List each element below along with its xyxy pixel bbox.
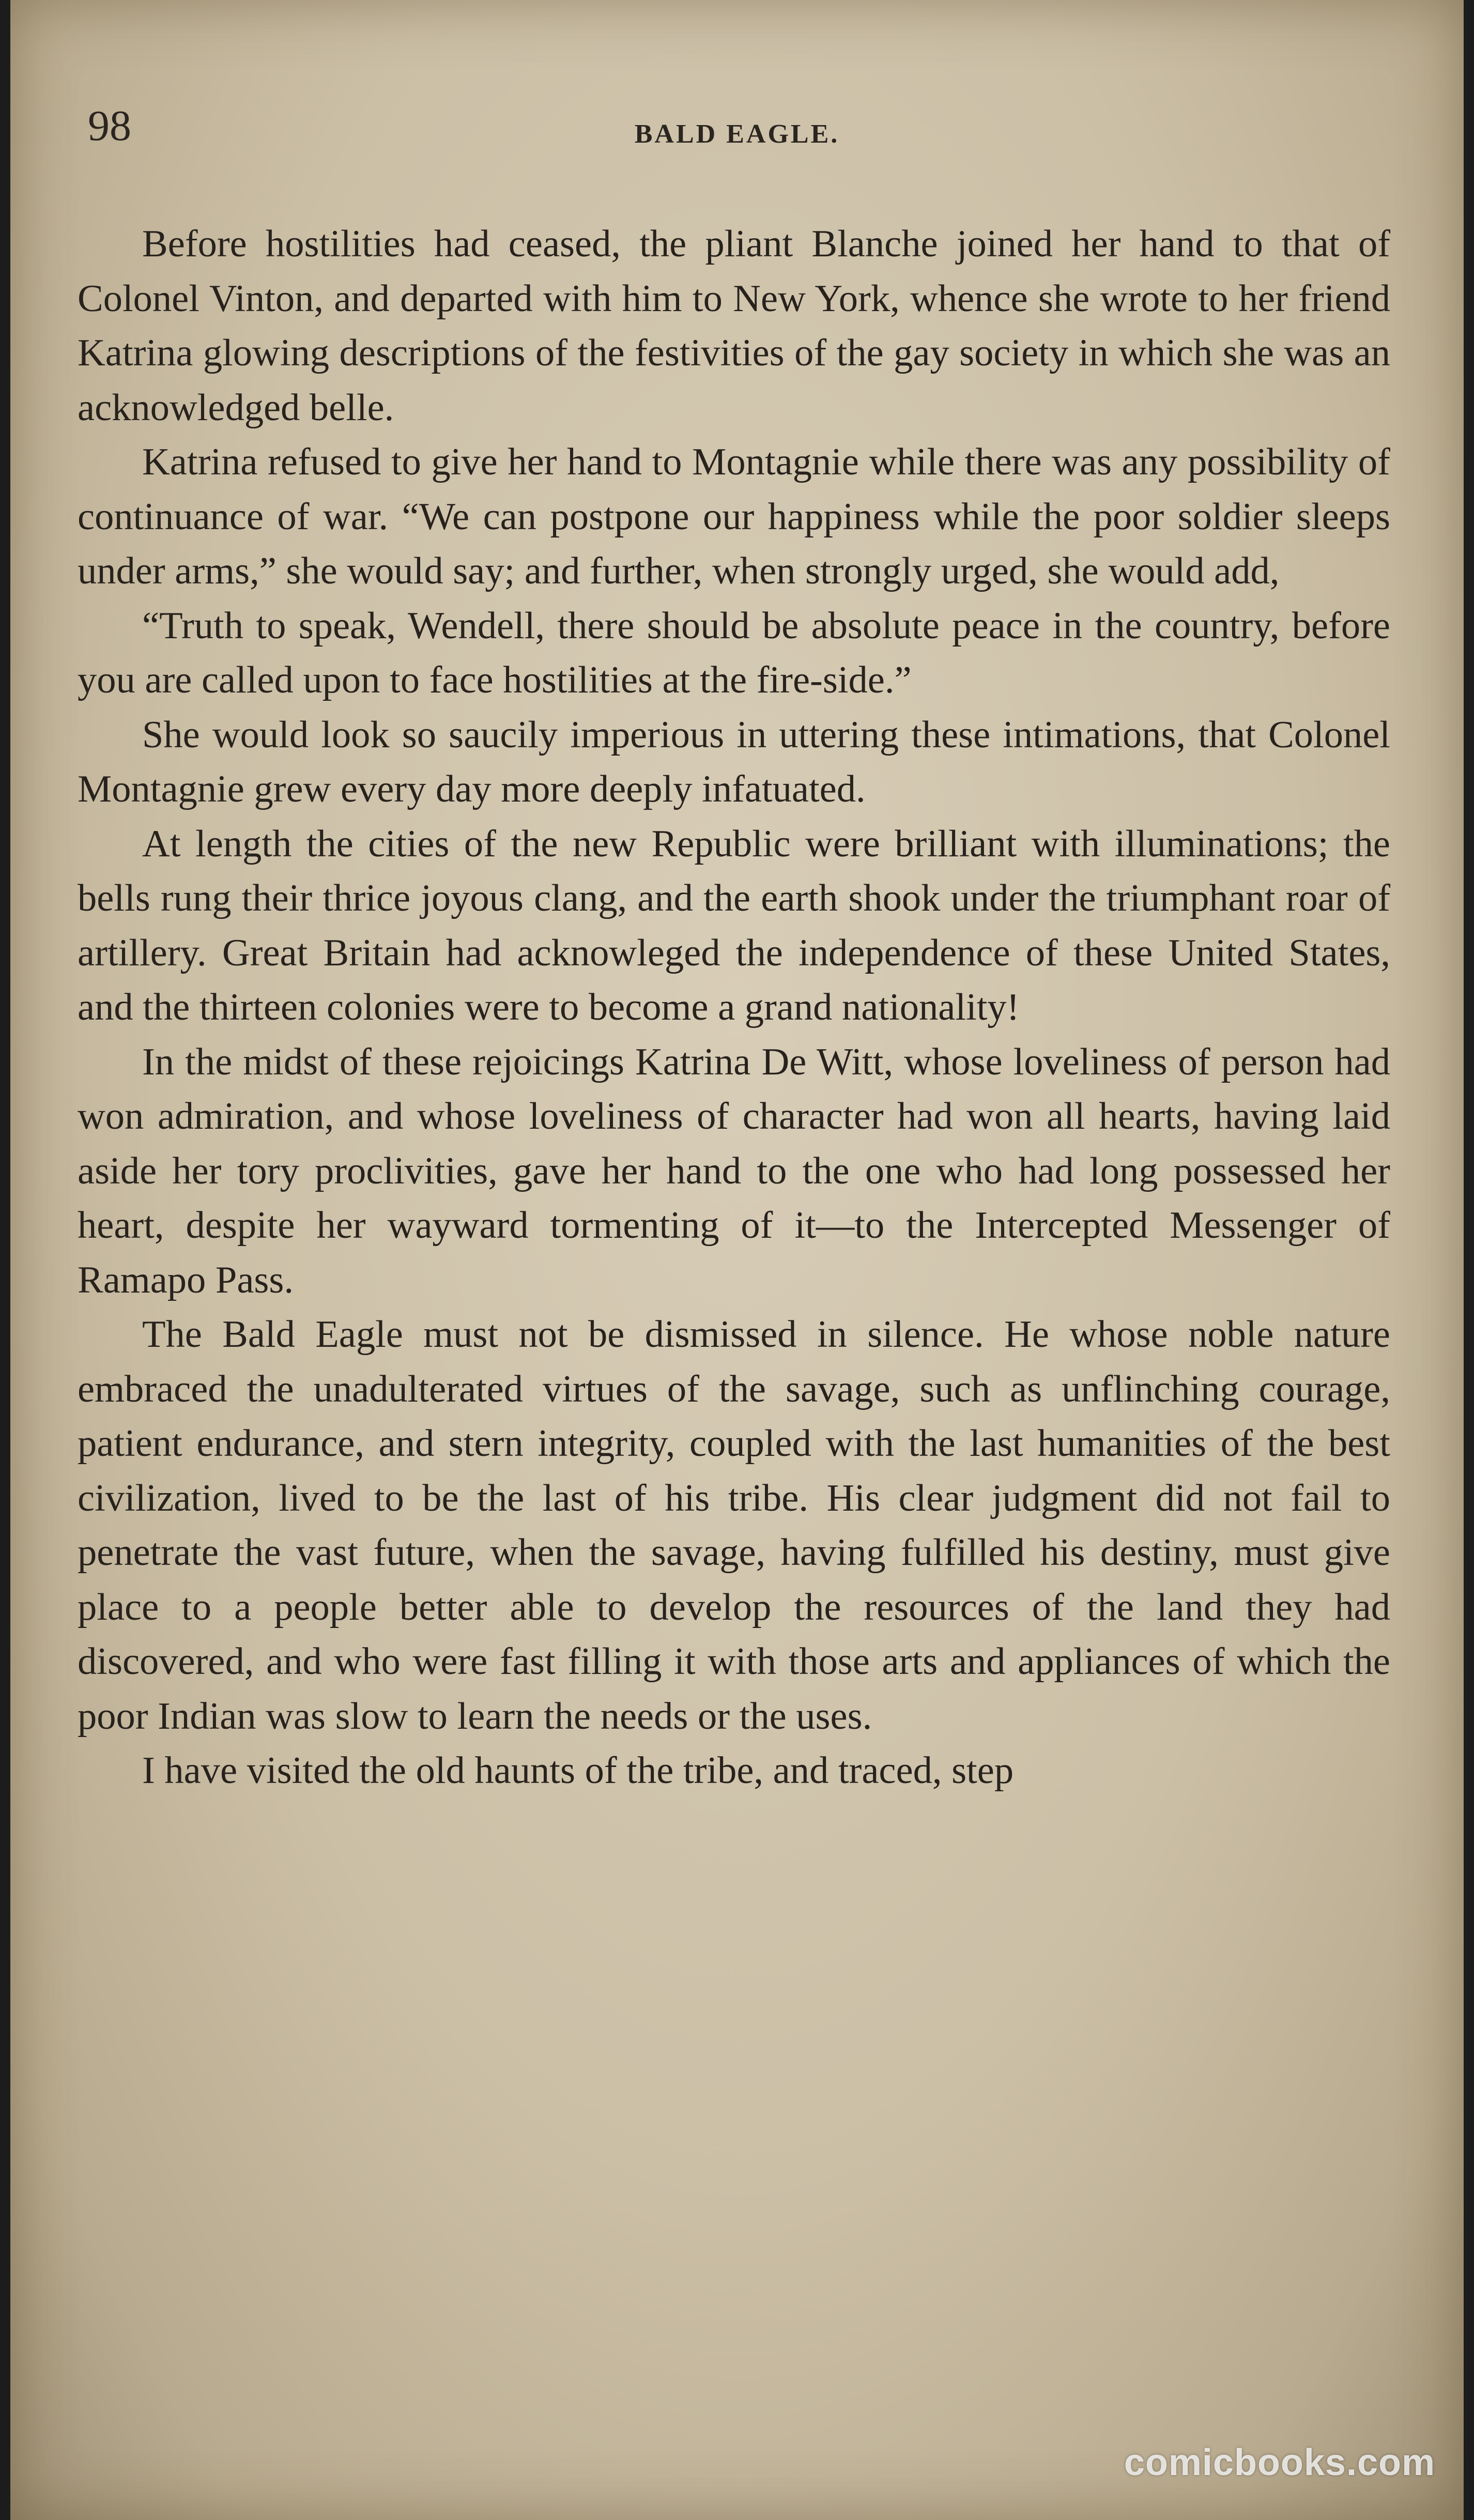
paragraph: “Truth to speak, Wendell, there should be absolute peace in the country, before you are called upon to face hostilities at the fire-side.”: [78, 604, 1390, 701]
paragraph: She would look so saucily imperious in uttering these intimations, that Colonel Montagnie grew every day more deeply infatuated.: [78, 713, 1390, 810]
running-head: BALD EAGLE.: [634, 119, 840, 149]
paragraph: The Bald Eagle must not be dismissed in silence. He whose noble nature embraced the unadulterated virtues of the savage, such as unflinching courage, patient endurance, and stern integrity, coupled with the last humanities of the best civilization, lived to be the last of his tribe. His clear judgment did not fail to penetrate the vast future, when the savage, having fulfilled his destiny, must give place to a people better able to develop the resources of the land they had discovered, and who were fast filling it with those arts and appliances of which the poor Indian was slow to learn the needs or the uses.: [78, 1313, 1390, 1738]
paragraph: In the midst of these rejoicings Katrina De Witt, whose loveliness of person had won admiration, and whose loveliness of character had won all hearts, having laid aside her tory proclivities, gave her hand to the one who had long possessed her heart, despite her wayward tormenting of it—to the Intercepted Messenger of Ramapo Pass.: [78, 1040, 1390, 1301]
paragraph: Before hostilities had ceased, the pliant Blanche joined her hand to that of Colonel Vinton, and departed with him to New York, whence she wrote to her friend Katrina glowing descriptions of the festivities of the gay society in which she was an acknowledged belle.: [78, 223, 1390, 429]
paragraph: I have visited the old haunts of the tribe, and traced, step: [142, 1749, 1014, 1792]
book-page: [10, 0, 1464, 2520]
body-text: [78, 217, 1390, 1799]
paragraph: Katrina refused to give her hand to Montagnie while there was any possibility of continuance of war. “We can postpone our happiness while the poor soldier sleeps under arms,” she would say; and further, when strongly urged, she would add,: [78, 441, 1390, 592]
watermark-logo: comicbooks.com: [1124, 2442, 1435, 2483]
paragraph: At length the cities of the new Republic were brilliant with illuminations; the bells rung their thrice joyous clang, and the earth shook under the triumphant roar of artillery. Great Britain had acknowleged the independence of these United States, and the thirteen colonies were to become a grand nationality!: [78, 822, 1390, 1028]
page-number: 98: [88, 102, 131, 150]
